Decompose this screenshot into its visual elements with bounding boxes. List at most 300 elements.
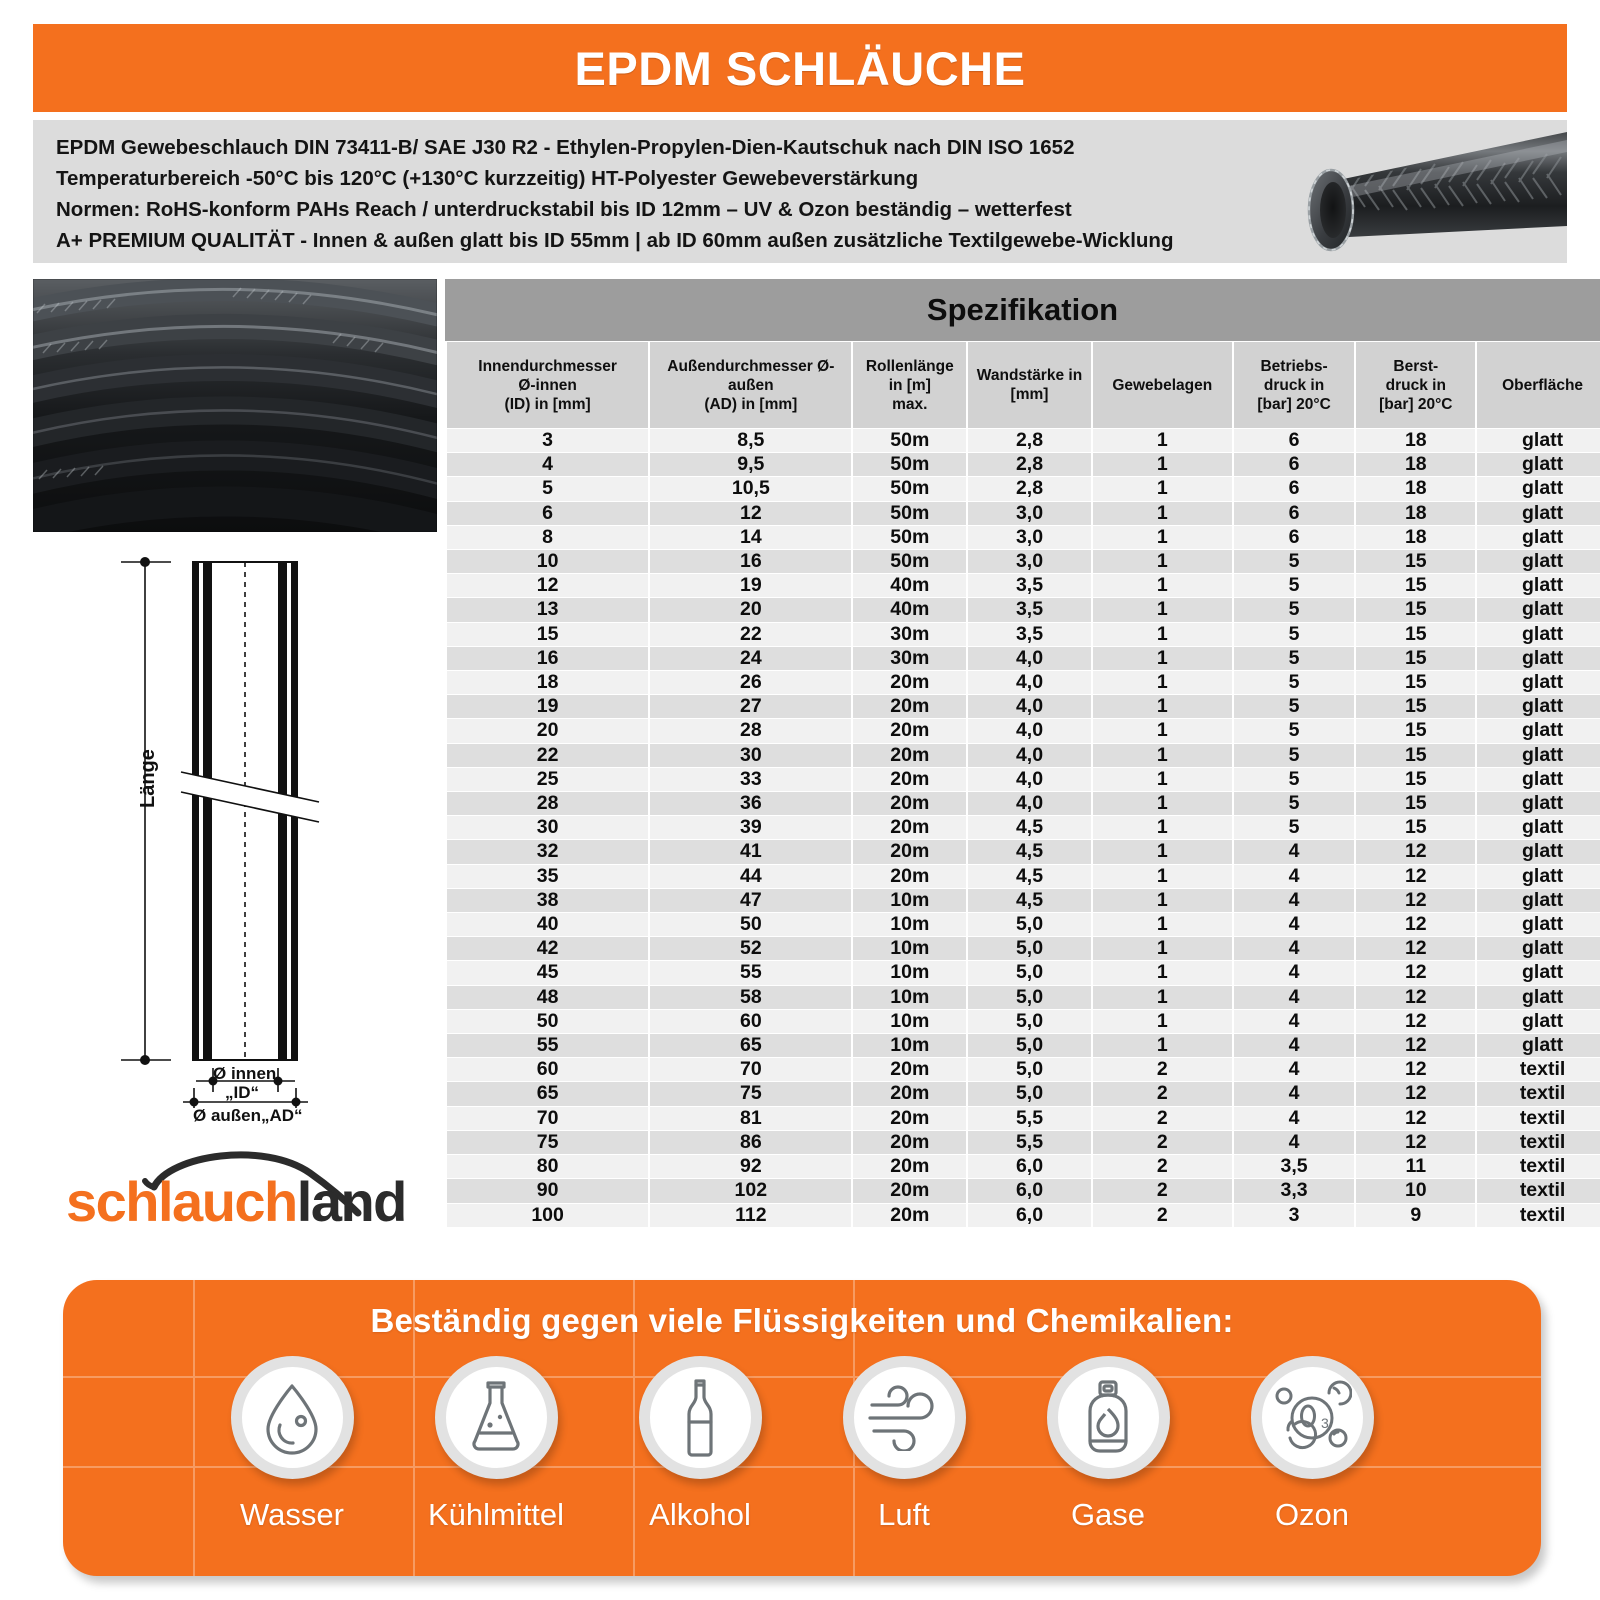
table-cell: 6,0 [968, 1179, 1091, 1202]
column-header-line: in [m] [888, 376, 931, 394]
table-cell: 12 [1356, 840, 1475, 863]
table-cell: 3,5 [968, 598, 1091, 621]
chem-item-gase[interactable] [1020, 1356, 1196, 1533]
table-row [447, 1204, 1600, 1227]
table-cell: 30m [853, 623, 966, 646]
table-cell: 12 [1356, 986, 1475, 1009]
column-header-line: [bar] 20°C [1257, 395, 1331, 413]
table-cell: 6,0 [968, 1204, 1091, 1227]
table-cell: 1 [1093, 816, 1232, 839]
table-cell: 4 [1234, 986, 1355, 1009]
table-cell: 4,0 [968, 695, 1091, 718]
table-cell: 4 [1234, 840, 1355, 863]
table-cell: 1 [1093, 550, 1232, 573]
description-line-3: Normen: RoHS-konform PAHs Reach / unterdruckstabil bis ID 12mm – UV & Ozon beständig – wetterfest [56, 198, 1072, 221]
table-cell: 30 [650, 744, 851, 767]
table-cell: glatt [1477, 598, 1600, 621]
table-cell: 55 [447, 1034, 648, 1057]
table-cell: 10m [853, 986, 966, 1009]
table-cell: glatt [1477, 1034, 1600, 1057]
chem-label-wasser: Wasser [240, 1497, 344, 1532]
table-cell: 4 [1234, 1058, 1355, 1081]
chem-label-kuehlmittel: Kühlmittel [427, 1497, 565, 1532]
drawing-label-id-code: „ID“ [225, 1083, 259, 1102]
table-cell: 4 [1234, 913, 1355, 936]
gas-cylinder-icon [1047, 1356, 1170, 1479]
column-header-line: Berst- [1393, 357, 1439, 375]
table-cell: 4,0 [968, 744, 1091, 767]
table-row [447, 1058, 1600, 1081]
table-cell: 1 [1093, 574, 1232, 597]
table-row [447, 502, 1600, 525]
table-cell: textil [1477, 1107, 1600, 1130]
table-cell: 28 [650, 719, 851, 742]
table-cell: 1 [1093, 889, 1232, 912]
table-cell: 20m [853, 695, 966, 718]
chem-item-kuehlmittel[interactable] [408, 1356, 584, 1533]
table-cell: 1 [1093, 865, 1232, 888]
table-cell: 20m [853, 768, 966, 791]
table-row [447, 1082, 1600, 1105]
table-cell: 12 [447, 574, 648, 597]
table-cell: 20m [853, 719, 966, 742]
table-row [447, 840, 1600, 863]
table-cell: 41 [650, 840, 851, 863]
header-banner [33, 24, 1567, 112]
table-cell: 55 [650, 961, 851, 984]
table-row [447, 695, 1600, 718]
column-header-4 [1093, 342, 1232, 428]
chem-label-alkohol: Alkohol [649, 1497, 751, 1532]
table-cell: 12 [1356, 889, 1475, 912]
table-cell: 8,5 [650, 429, 851, 452]
table-cell: 1 [1093, 429, 1232, 452]
table-cell: 9,5 [650, 453, 851, 476]
column-header-5 [1234, 342, 1355, 428]
table-cell: 5,5 [968, 1131, 1091, 1154]
chem-item-alkohol[interactable] [612, 1356, 788, 1533]
table-cell: 6 [1234, 502, 1355, 525]
table-cell: 1 [1093, 647, 1232, 670]
table-cell: 3,0 [968, 526, 1091, 549]
table-cell: 3,3 [1234, 1179, 1355, 1202]
column-header-line: druck in [1385, 376, 1446, 394]
table-cell: 6 [1234, 477, 1355, 500]
table-cell: 4,0 [968, 792, 1091, 815]
table-cell: 20m [853, 744, 966, 767]
table-cell: 20m [853, 1179, 966, 1202]
table-cell: 18 [1356, 453, 1475, 476]
table-cell: 10m [853, 937, 966, 960]
table-cell: 5,0 [968, 913, 1091, 936]
table-cell: glatt [1477, 986, 1600, 1009]
table-cell: 102 [650, 1179, 851, 1202]
table-cell: glatt [1477, 453, 1600, 476]
table-cell: 4,5 [968, 840, 1091, 863]
chem-label-luft: Luft [878, 1497, 930, 1532]
table-cell: 5,0 [968, 961, 1091, 984]
table-cell: 20m [853, 816, 966, 839]
table-cell: 15 [447, 623, 648, 646]
table-row [447, 719, 1600, 742]
table-cell: glatt [1477, 816, 1600, 839]
table-cell: 18 [1356, 502, 1475, 525]
table-row [447, 574, 1600, 597]
table-header-row [447, 342, 1600, 428]
table-cell: 1 [1093, 913, 1232, 936]
table-cell: 20m [853, 1204, 966, 1227]
hose-technical-drawing [33, 540, 437, 1125]
table-cell: 10 [447, 550, 648, 573]
column-header-line: (AD) in [mm] [704, 395, 798, 413]
table-cell: 5 [1234, 671, 1355, 694]
table-cell: glatt [1477, 574, 1600, 597]
table-cell: 4 [1234, 865, 1355, 888]
table-cell: 20m [853, 1107, 966, 1130]
table-row [447, 768, 1600, 791]
table-cell: 5,0 [968, 986, 1091, 1009]
table-cell: 1 [1093, 719, 1232, 742]
table-cell: 20m [853, 1058, 966, 1081]
chem-label-ozon: Ozon [1274, 1497, 1350, 1532]
table-cell: 10m [853, 1034, 966, 1057]
table-cell: 5 [1234, 598, 1355, 621]
table-cell: 50 [447, 1010, 648, 1033]
table-cell: 12 [650, 502, 851, 525]
table-cell: 75 [447, 1131, 648, 1154]
table-cell: 15 [1356, 695, 1475, 718]
drawing-label-outer-diameter: Ø außen„AD“ [193, 1106, 303, 1125]
table-cell: 27 [650, 695, 851, 718]
specification-table [445, 341, 1600, 1228]
table-cell: 30m [853, 647, 966, 670]
table-cell: 10m [853, 1010, 966, 1033]
drawing-label-inner-diameter: Ø innen [213, 1064, 277, 1083]
table-row [447, 1107, 1600, 1130]
table-cell: 12 [1356, 1107, 1475, 1130]
table-cell: 1 [1093, 526, 1232, 549]
table-cell: glatt [1477, 1010, 1600, 1033]
water-drop-icon [231, 1356, 354, 1479]
column-header-line: Betriebs- [1260, 357, 1328, 375]
table-cell: 5 [1234, 768, 1355, 791]
table-cell: 47 [650, 889, 851, 912]
table-cell: 1 [1093, 744, 1232, 767]
table-cell: glatt [1477, 719, 1600, 742]
table-cell: 10m [853, 961, 966, 984]
hose-coil-photo [33, 279, 437, 532]
table-row [447, 1179, 1600, 1202]
table-cell: 15 [1356, 768, 1475, 791]
table-cell: 58 [650, 986, 851, 1009]
column-header-line: außen [728, 376, 774, 394]
table-row [447, 1131, 1600, 1154]
table-cell: 8 [447, 526, 648, 549]
table-cell: 4 [1234, 937, 1355, 960]
column-header-1 [650, 342, 851, 428]
table-cell: glatt [1477, 550, 1600, 573]
table-cell: 2,8 [968, 453, 1091, 476]
logo-text-part-one: schlauch [66, 1170, 297, 1233]
table-cell: 3,0 [968, 550, 1091, 573]
table-cell: 52 [650, 937, 851, 960]
table-cell: glatt [1477, 429, 1600, 452]
table-row [447, 865, 1600, 888]
column-header-line: Innendurchmesser [478, 357, 617, 375]
table-cell: 12 [1356, 961, 1475, 984]
bottle-icon [639, 1356, 762, 1479]
column-header-line: Ø-innen [518, 376, 577, 394]
table-cell: 1 [1093, 937, 1232, 960]
table-cell: 14 [650, 526, 851, 549]
column-header-line: (ID) in [mm] [504, 395, 591, 413]
table-cell: 100 [447, 1204, 648, 1227]
table-cell: 1 [1093, 477, 1232, 500]
table-cell: glatt [1477, 477, 1600, 500]
table-cell: 60 [447, 1058, 648, 1081]
column-header-7 [1477, 342, 1600, 428]
table-cell: 4 [1234, 1034, 1355, 1057]
table-row [447, 623, 1600, 646]
table-cell: 4,5 [968, 889, 1091, 912]
table-cell: 2,8 [968, 429, 1091, 452]
table-cell: 4,5 [968, 816, 1091, 839]
table-cell: 20m [853, 1155, 966, 1178]
specification-table-container [445, 279, 1600, 1246]
table-cell: 18 [1356, 477, 1475, 500]
table-row [447, 744, 1600, 767]
table-cell: 15 [1356, 816, 1475, 839]
table-cell: 19 [650, 574, 851, 597]
table-cell: 1 [1093, 792, 1232, 815]
table-cell: 4 [1234, 961, 1355, 984]
table-cell: 2 [1093, 1179, 1232, 1202]
table-cell: 15 [1356, 792, 1475, 815]
table-cell: 33 [650, 768, 851, 791]
table-row [447, 1155, 1600, 1178]
table-row [447, 1010, 1600, 1033]
table-cell: glatt [1477, 502, 1600, 525]
table-row [447, 598, 1600, 621]
chem-item-luft[interactable] [816, 1356, 992, 1533]
table-cell: 1 [1093, 623, 1232, 646]
table-cell: 5 [1234, 695, 1355, 718]
table-cell: 40m [853, 574, 966, 597]
table-cell: 90 [447, 1179, 648, 1202]
table-cell: glatt [1477, 623, 1600, 646]
table-cell: 40m [853, 598, 966, 621]
table-cell: 70 [447, 1107, 648, 1130]
chemical-resistance-panel [63, 1280, 1541, 1576]
table-cell: 16 [650, 550, 851, 573]
column-header-line: Oberfläche [1502, 376, 1584, 394]
table-cell: 3 [1234, 1204, 1355, 1227]
table-cell: 15 [1356, 744, 1475, 767]
table-cell: 38 [447, 889, 648, 912]
ozone-bubbles-icon [1251, 1356, 1374, 1479]
table-cell: 1 [1093, 695, 1232, 718]
table-cell: 36 [650, 792, 851, 815]
brand-logo [58, 1147, 406, 1243]
table-cell: 18 [1356, 429, 1475, 452]
chem-item-wasser[interactable] [204, 1356, 380, 1533]
table-cell: 5 [1234, 816, 1355, 839]
table-cell: 92 [650, 1155, 851, 1178]
logo-text-part-two: land [296, 1170, 406, 1233]
table-cell: 2 [1093, 1058, 1232, 1081]
table-cell: 2 [1093, 1131, 1232, 1154]
table-cell: 3,5 [968, 623, 1091, 646]
table-cell: 4,0 [968, 719, 1091, 742]
table-cell: 10m [853, 913, 966, 936]
table-cell: 28 [447, 792, 648, 815]
column-header-6 [1356, 342, 1475, 428]
table-cell: 4 [1234, 1107, 1355, 1130]
description-line-4: A+ PREMIUM QUALITÄT - Innen & außen glatt bis ID 55mm | ab ID 60mm außen zusätzliche Textilgewebe-Wicklung [56, 229, 1174, 252]
table-cell: 3,5 [1234, 1155, 1355, 1178]
table-cell: 12 [1356, 1131, 1475, 1154]
table-cell: textil [1477, 1131, 1600, 1154]
table-cell: glatt [1477, 961, 1600, 984]
table-row [447, 889, 1600, 912]
table-cell: 65 [650, 1034, 851, 1057]
table-cell: 4 [1234, 889, 1355, 912]
table-row [447, 550, 1600, 573]
table-cell: 6 [1234, 526, 1355, 549]
table-cell: 15 [1356, 671, 1475, 694]
table-cell: 15 [1356, 574, 1475, 597]
table-cell: 10m [853, 889, 966, 912]
chem-label-gase: Gase [1070, 1497, 1146, 1532]
table-cell: 1 [1093, 598, 1232, 621]
table-cell: 5 [1234, 623, 1355, 646]
table-cell: 20 [447, 719, 648, 742]
table-cell: 5 [1234, 550, 1355, 573]
chemical-resistance-title: Beständig gegen viele Flüssigkeiten und Chemikalien: [370, 1302, 1234, 1339]
table-row [447, 671, 1600, 694]
table-cell: glatt [1477, 792, 1600, 815]
table-cell: 4,0 [968, 647, 1091, 670]
table-cell: 15 [1356, 719, 1475, 742]
table-row [447, 937, 1600, 960]
table-row [447, 647, 1600, 670]
table-cell: 20m [853, 865, 966, 888]
table-row [447, 913, 1600, 936]
table-cell: glatt [1477, 526, 1600, 549]
table-cell: 12 [1356, 865, 1475, 888]
column-header-line: max. [892, 395, 928, 413]
table-cell: 48 [447, 986, 648, 1009]
column-header-line: [mm] [1010, 386, 1049, 403]
table-cell: 50m [853, 502, 966, 525]
table-cell: textil [1477, 1179, 1600, 1202]
table-cell: 26 [650, 671, 851, 694]
table-cell: 4 [1234, 1082, 1355, 1105]
table-cell: 15 [1356, 623, 1475, 646]
table-cell: 18 [1356, 526, 1475, 549]
table-cell: 60 [650, 1010, 851, 1033]
table-cell: 16 [447, 647, 648, 670]
table-cell: 12 [1356, 913, 1475, 936]
column-header-line: Wandstärke in [976, 367, 1083, 384]
description-line-1: EPDM Gewebeschlauch DIN 73411-B/ SAE J30 R2 - Ethylen-Propylen-Dien-Kautschuk nach DIN ISO 1652 [56, 136, 1075, 159]
column-header-line: [bar] 20°C [1379, 395, 1453, 413]
table-cell: 6 [1234, 429, 1355, 452]
table-cell: 11 [1356, 1155, 1475, 1178]
table-cell: 6,0 [968, 1155, 1091, 1178]
table-cell: 35 [447, 865, 648, 888]
column-header-0 [447, 342, 648, 428]
table-row [447, 1034, 1600, 1057]
table-cell: 80 [447, 1155, 648, 1178]
table-cell: 5,0 [968, 1058, 1091, 1081]
table-cell: 24 [650, 647, 851, 670]
table-cell: 42 [447, 937, 648, 960]
column-header-2 [853, 342, 966, 428]
table-cell: 81 [650, 1107, 851, 1130]
description-panel [33, 120, 1567, 263]
table-row [447, 986, 1600, 1009]
table-row [447, 526, 1600, 549]
table-cell: 1 [1093, 840, 1232, 863]
table-cell: 50m [853, 550, 966, 573]
table-cell: 2,8 [968, 477, 1091, 500]
table-cell: 20m [853, 671, 966, 694]
table-cell: 20 [650, 598, 851, 621]
table-row [447, 453, 1600, 476]
table-cell: glatt [1477, 647, 1600, 670]
table-cell: 50m [853, 526, 966, 549]
svg-text:3: 3 [1321, 1414, 1329, 1431]
table-cell: 18 [447, 671, 648, 694]
table-cell: 20m [853, 1082, 966, 1105]
chem-item-ozon[interactable] [1224, 1356, 1400, 1533]
wind-icon [843, 1356, 966, 1479]
table-cell: glatt [1477, 840, 1600, 863]
table-cell: glatt [1477, 865, 1600, 888]
table-cell: 1 [1093, 671, 1232, 694]
column-header-line: druck in [1263, 376, 1325, 394]
table-cell: 5,5 [968, 1107, 1091, 1130]
table-cell: 19 [447, 695, 648, 718]
table-cell: 1 [1093, 453, 1232, 476]
table-cell: 4 [1234, 1010, 1355, 1033]
table-cell: 12 [1356, 1034, 1475, 1057]
table-cell: 5 [1234, 744, 1355, 767]
table-cell: 50m [853, 429, 966, 452]
table-cell: 3 [447, 429, 648, 452]
table-cell: 2 [1093, 1082, 1232, 1105]
table-cell: 15 [1356, 647, 1475, 670]
table-cell: 4,5 [968, 865, 1091, 888]
table-cell: 1 [1093, 961, 1232, 984]
table-cell: 1 [1093, 502, 1232, 525]
table-cell: textil [1477, 1204, 1600, 1227]
table-cell: 20m [853, 1131, 966, 1154]
table-cell: textil [1477, 1082, 1600, 1105]
table-body [447, 429, 1600, 1227]
table-cell: 45 [447, 961, 648, 984]
column-header-line: Rollenlänge [865, 357, 954, 375]
table-cell: 50m [853, 477, 966, 500]
table-cell: 10 [1356, 1179, 1475, 1202]
table-cell: 12 [1356, 1058, 1475, 1081]
table-cell: 4 [447, 453, 648, 476]
drawing-label-length: Länge [137, 749, 159, 808]
table-cell: textil [1477, 1058, 1600, 1081]
table-cell: glatt [1477, 768, 1600, 791]
table-cell: 12 [1356, 937, 1475, 960]
